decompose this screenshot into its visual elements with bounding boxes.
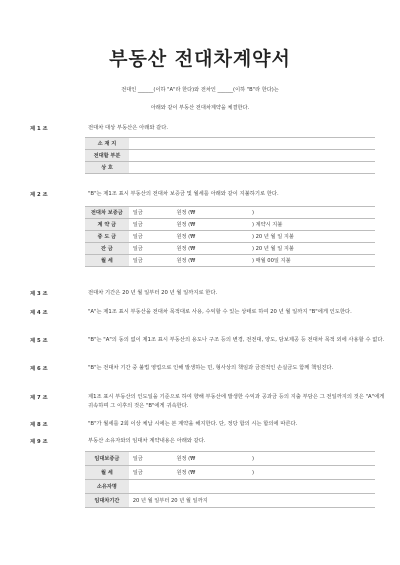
lease-table xyxy=(85,451,375,508)
row-cell: 일금 xyxy=(129,452,173,466)
row-cell: ) xyxy=(248,466,375,480)
row-value xyxy=(129,150,375,162)
article-number: 제 5 조 xyxy=(30,338,48,344)
row-cell: 일금 xyxy=(129,219,173,231)
row-label: 임대차기간 xyxy=(85,494,129,508)
table-row xyxy=(85,480,375,494)
row-cell: 일금 xyxy=(129,255,173,267)
article-text: 전대차 기간은 20 년 월 일부터 20 년 월 일까지로 한다. xyxy=(88,290,218,296)
row-cell: 원정 (₩ xyxy=(172,243,247,255)
article-text: "B"는 "A"의 동의 없이 제1조 표시 부동산의 용도나 구조 등의 변경, 전전대, 양도, 담보제공 등 전대차 목적 외에 사용할 수 없다. xyxy=(88,337,385,343)
article-text: 부동산 소유자와의 임대차 계약내용은 아래와 같다. xyxy=(88,438,206,444)
table-row xyxy=(85,255,375,267)
article-number: 제 2 조 xyxy=(30,192,48,198)
article-number: 제 9 조 xyxy=(30,439,48,445)
table-row xyxy=(85,219,375,231)
row-cell: ) 20 년 월 일 지불 xyxy=(248,243,375,255)
article-number: 제 6 조 xyxy=(30,366,48,372)
row-cell: 20 년 월 일부터 20 년 월 일까지 xyxy=(129,494,375,508)
table-row xyxy=(85,452,375,466)
article-text: "B"는 전대차 기간 중 불법 영업으로 인해 발생하는 민, 형사상의 책임과 금전적인 손실금도 함께 책임진다. xyxy=(88,365,334,371)
table-row xyxy=(85,162,375,174)
row-cell: ) xyxy=(248,207,375,219)
row-label: 소 재 지 xyxy=(85,138,129,150)
article-number: 제 8 조 xyxy=(30,422,48,428)
row-cell: 원정 (₩ xyxy=(172,219,247,231)
table-row xyxy=(85,466,375,480)
row-cell: ) xyxy=(248,452,375,466)
row-cell: 일금 xyxy=(129,231,173,243)
row-cell: 원정 (₩ xyxy=(172,466,247,480)
row-label: 월 세 xyxy=(85,466,129,480)
row-label: 잔 금 xyxy=(85,243,129,255)
article-text: 제1조 표시 부동산의 인도일을 기준으로 하여 향해 부동산에 발생한 수익과 공과금 등의 지출 부담은 그 전일까지의 것은 "A"에게 귀속하며 그 이후의 것은 "B"에게 귀속한다. xyxy=(88,394,385,409)
table-row xyxy=(85,231,375,243)
article-text: 전대차 대상 부동산은 아래와 같다. xyxy=(88,125,169,131)
document-title: 부동산 전대차계약서 xyxy=(109,48,291,70)
row-cell xyxy=(248,480,375,494)
article-text: "B"가 월세를 2회 이상 체납 시에는 본 계약을 해지한다. 단, 정당 합의 시는 합의에 따른다. xyxy=(88,421,298,427)
table-row xyxy=(85,207,375,219)
row-cell xyxy=(172,480,247,494)
row-cell: 원정 (₩ xyxy=(172,452,247,466)
row-cell: 원정 (₩ xyxy=(172,255,247,267)
row-value xyxy=(129,138,375,150)
row-cell: ) 매월 00일 지불 xyxy=(248,255,375,267)
article-number: 제 1 조 xyxy=(30,126,48,132)
article-text: "B"는 제1조 표시 부동산의 전대차 보증금 및 월세를 아래와 같이 지불하기로 한다. xyxy=(88,191,279,197)
row-label: 상 호 xyxy=(85,162,129,174)
row-label: 전대할 부분 xyxy=(85,150,129,162)
row-label: 임대보증금 xyxy=(85,452,129,466)
article-number: 제 7 조 xyxy=(30,395,48,401)
row-cell: 원정 (₩ xyxy=(172,207,247,219)
table-row xyxy=(85,494,375,508)
row-cell xyxy=(129,480,173,494)
row-cell: ) 계약시 지불 xyxy=(248,219,375,231)
payment-table xyxy=(85,206,375,267)
row-value xyxy=(129,162,375,174)
row-cell: 원정 (₩ xyxy=(172,231,247,243)
table-row xyxy=(85,150,375,162)
row-cell: ) 20 년 월 일 지불 xyxy=(248,231,375,243)
row-cell: 일금 xyxy=(129,207,173,219)
row-label: 중 도 금 xyxy=(85,231,129,243)
row-cell: 일금 xyxy=(129,466,173,480)
article-number: 제 4 조 xyxy=(30,310,48,316)
row-label: 소유자명 xyxy=(85,480,129,494)
intro-line-2: 아래와 같이 부동산 전대차계약을 체결한다. xyxy=(150,105,250,111)
row-label: 계 약 금 xyxy=(85,219,129,231)
article-text: "A"는 제1조 표시 부동산을 전대차 목적대로 사용, 수익할 수 있는 상태로 하여 20 년 월 일까지 "B"에게 인도한다. xyxy=(88,309,352,315)
article-number: 제 3 조 xyxy=(30,291,48,297)
intro-line-1: 전대인 ______(이하 "A"라 한다)와 전차인 ______(이하 "B"라 한다)는 xyxy=(121,87,279,93)
table-row xyxy=(85,138,375,150)
table-row xyxy=(85,243,375,255)
row-label: 월 세 xyxy=(85,255,129,267)
property-table xyxy=(85,137,375,174)
row-label: 전대차 보증금 xyxy=(85,207,129,219)
row-cell: 일금 xyxy=(129,243,173,255)
